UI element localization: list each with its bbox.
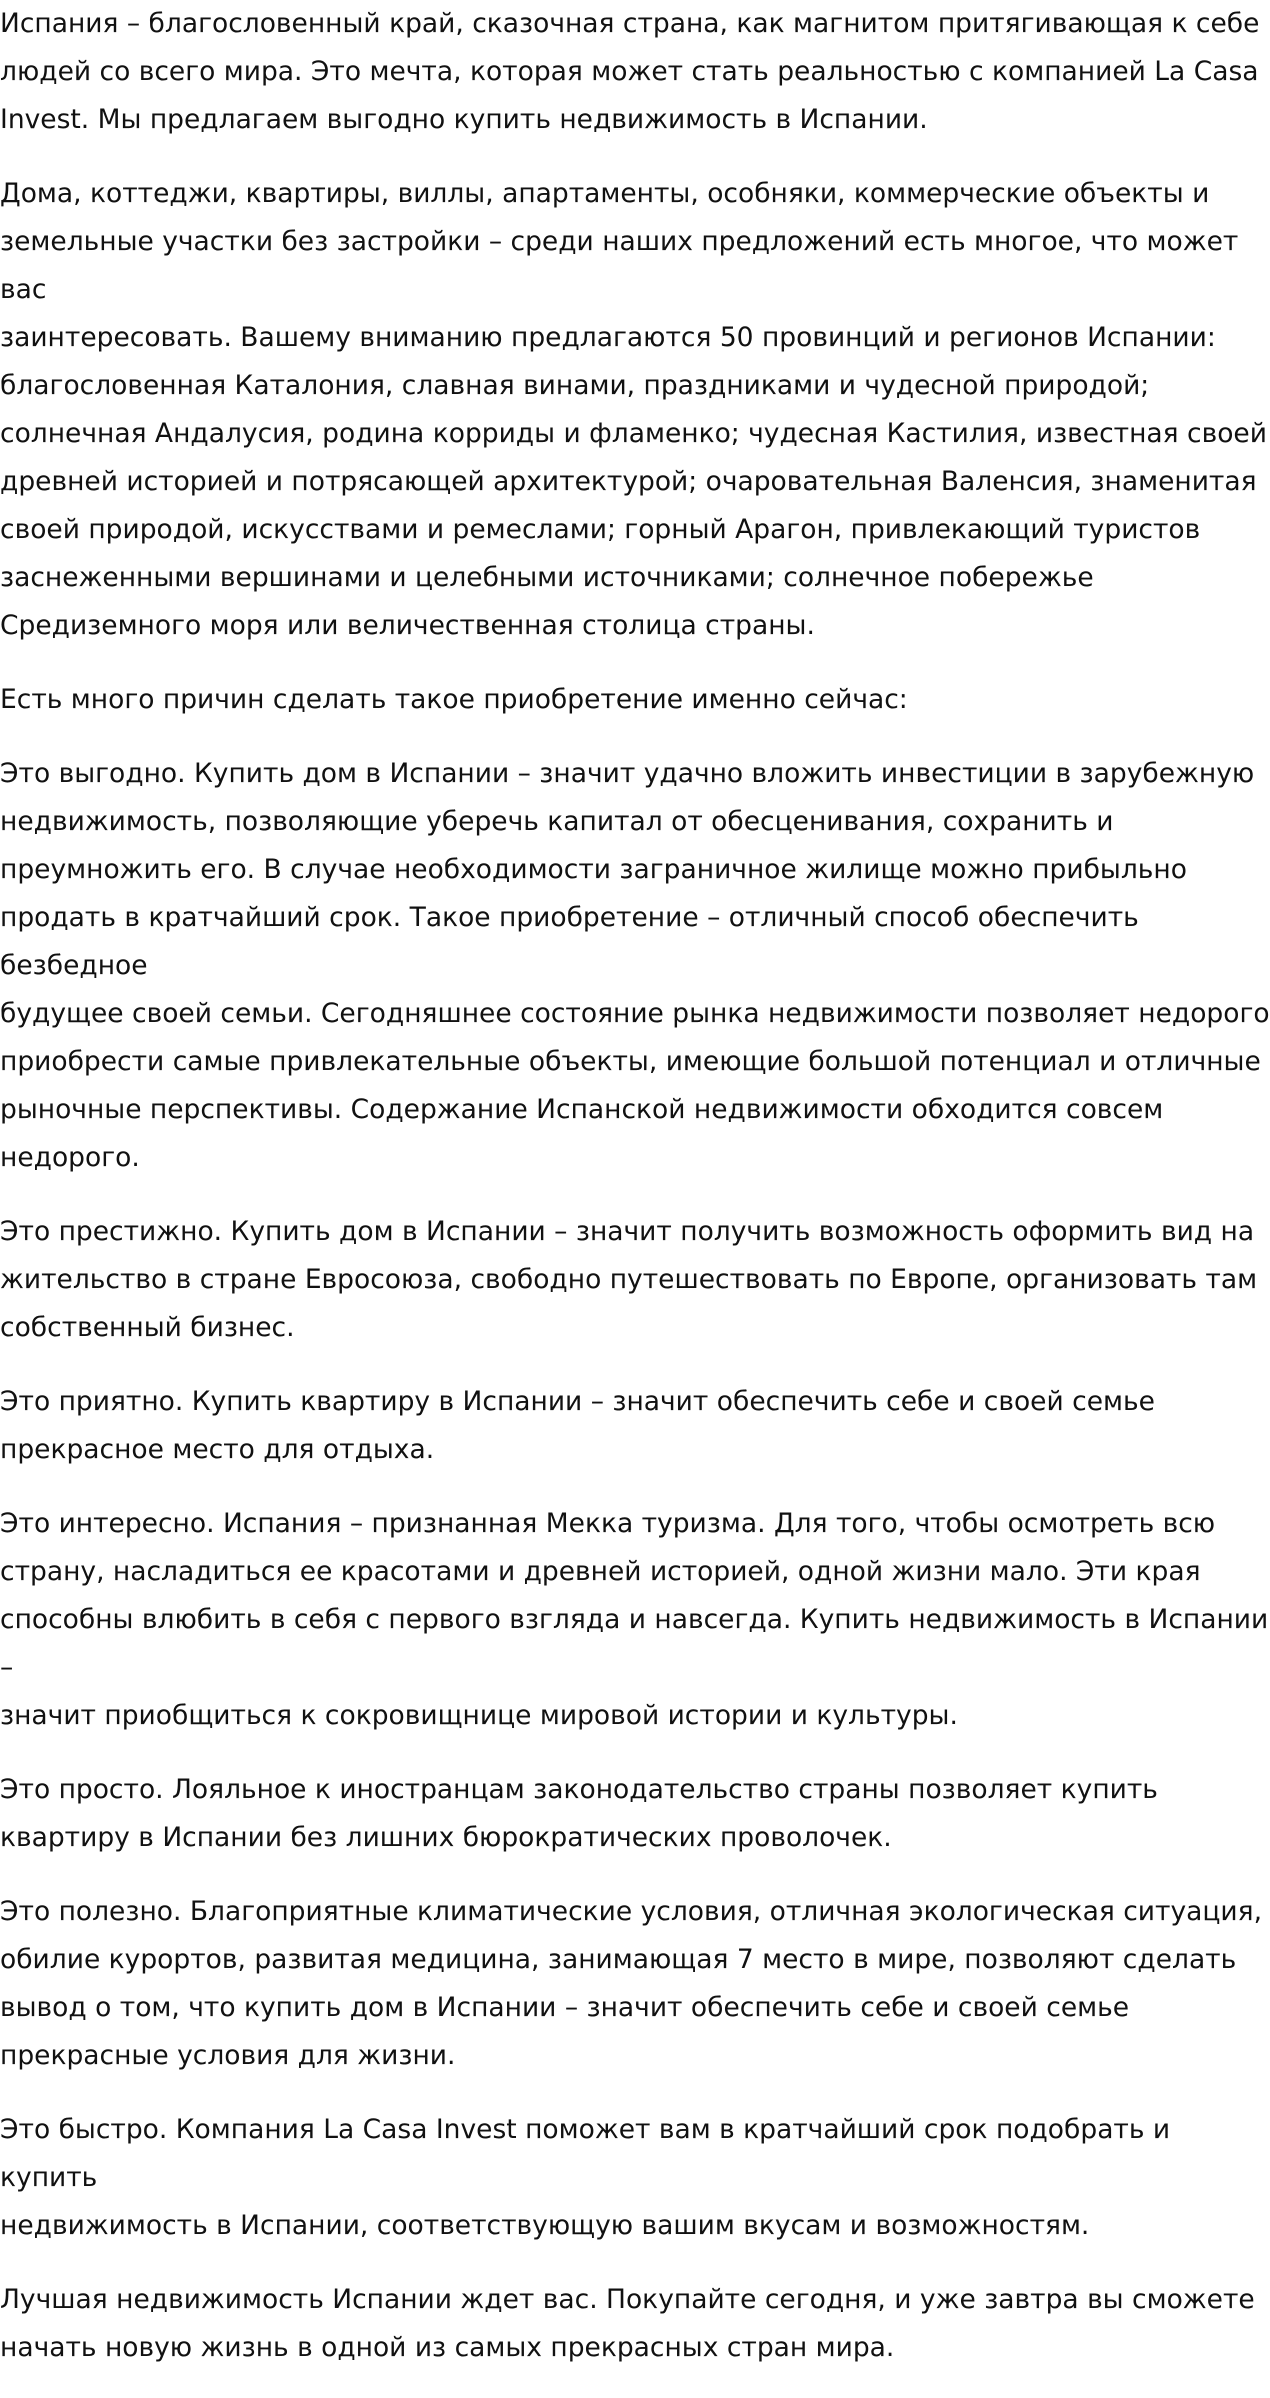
paragraph-reasons-intro: Есть много причин сделать такое приобретение именно сейчас: [0,684,908,715]
paragraph-pleasant: Это приятно. Купить квартиру в Испании – значит обеспечить себе и своей семье прекрасное место для отдыха. [0,1386,1155,1465]
paragraph-conclusion: Лучшая недвижимость Испании ждет вас. Покупайте сегодня, и уже завтра вы сможете начать новую жизнь в одной из самых прекрасных стран мира. [0,2284,1255,2363]
paragraph-healthy: Это полезно. Благоприятные климатические условия, отличная экологическая ситуация, обилие курортов, развитая медицина, занимающая 7 место в мире, позволяют сделать вывод о том, что купить дом в Испании – значит обеспечить себе и своей семье прекрасные условия для жизни. [0,1896,1262,2071]
paragraph-simple: Это просто. Лояльное к иностранцам законодательство страны позволяет купить квартиру в Испании без лишних бюрократических проволочек. [0,1774,1158,1853]
paragraph-intro: Испания – благословенный край, сказочная страна, как магнитом притягивающая к себе людей со всего мира. Это мечта, которая может стать реальностью с компанией La Casa Invest. Мы предлагаем выгодно купить недвижимость в Испании. [0,8,1260,135]
paragraph-profitable: Это выгодно. Купить дом в Испании – значит удачно вложить инвестиции в зарубежную недвижимость, позволяющие уберечь капитал от обесценивания, сохранить и преумножить его. В случае необходимости заграничное жилище можно прибыльно продать в кратчайший срок. Такое приобретение – отличный способ обеспечить безбедное будущее своей семьи. Сегодняшнее состояние рынка недвижимости позволяет недорого приобрести самые привлекательные объекты, имеющие большой потенциал и отличные рыночные перспективы. Содержание Испанской недвижимости обходится совсем недорого. [0,758,1270,1173]
paragraph-interesting: Это интересно. Испания – признанная Мекка туризма. Для того, чтобы осмотреть всю страну, насладиться ее красотами и древней историей, одной жизни мало. Эти края способны влюбить в себя с первого взгляда и навсегда. Купить недвижимость в Испании – значит приобщиться к сокровищнице мировой истории и культуры. [0,1508,1269,1731]
paragraph-property-types: Дома, коттеджи, квартиры, виллы, апартаменты, особняки, коммерческие объекты и земельные участки без застройки – среди наших предложений есть многое, что может вас заинтересовать. Вашему вниманию предлагаются 50 провинций и регионов Испании: благословенная Каталония, славная винами, праздниками и чудесной природой; солнечная Андалусия, родина корриды и фламенко; чудесная Кастилия, известная своей древней историей и потрясающей архитектурой; очаровательная Валенсия, знаменитая своей природой, искусствами и ремеслами; горный Арагон, привлекающий туристов заснеженными вершинами и целебными источниками; солнечное побережье Средиземного моря или величественная столица страны. [0,178,1267,641]
paragraph-fast: Это быстро. Компания La Casa Invest поможет вам в кратчайший срок подобрать и купить недвижимость в Испании, соответствующую вашим вкусам и возможностям. [0,2114,1171,2241]
paragraph-prestigious: Это престижно. Купить дом в Испании – значит получить возможность оформить вид на жительство в стране Евросоюза, свободно путешествовать по Европе, организовать там собственный бизнес. [0,1216,1258,1343]
